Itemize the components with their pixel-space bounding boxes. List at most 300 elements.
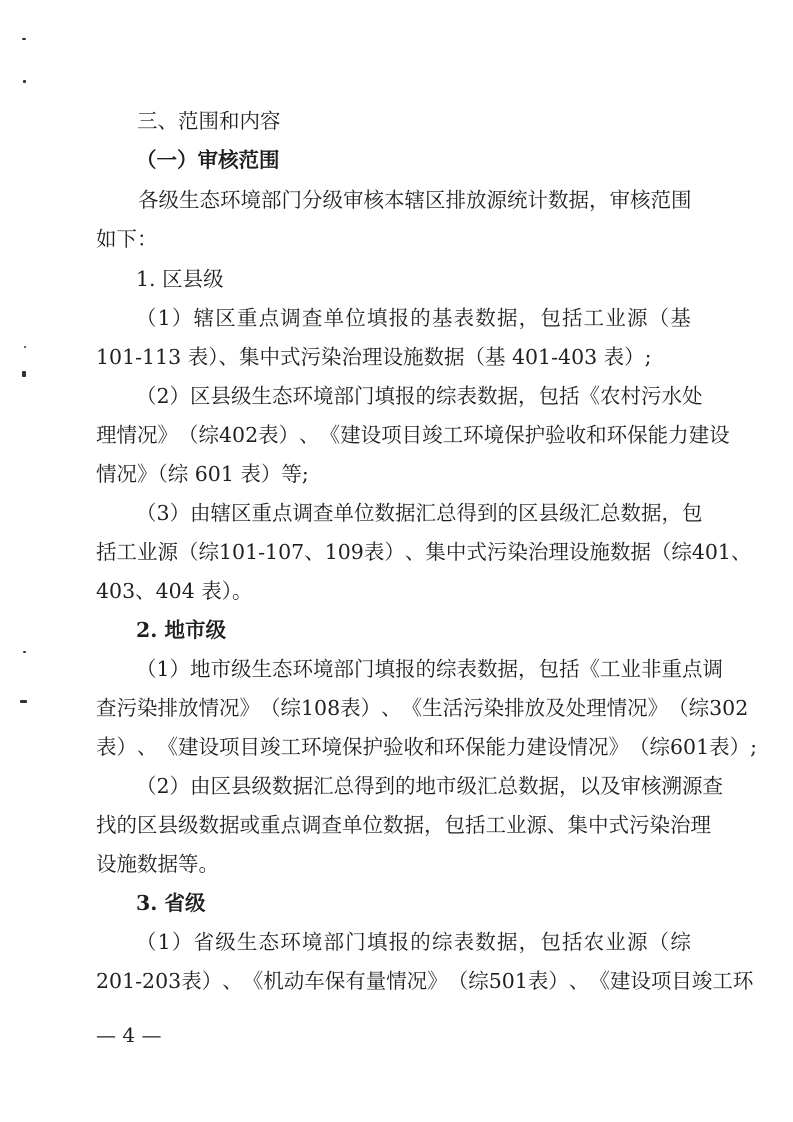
glyph: 区	[210, 774, 232, 798]
glyph: 情	[386, 969, 407, 993]
glyph: 据	[292, 774, 314, 798]
section-heading: 三、范围和内容	[137, 109, 281, 133]
glyph: 数	[477, 657, 498, 681]
glyph: 目	[671, 969, 692, 993]
glyph: 机	[263, 969, 284, 993]
glyph: ，	[661, 501, 683, 525]
glyph: 区	[231, 501, 252, 525]
glyph: 和	[586, 423, 607, 447]
glyph: 汇	[415, 501, 437, 525]
glyph: ）	[548, 969, 569, 993]
glyph: 力	[506, 735, 527, 759]
glyph: 括	[561, 930, 583, 954]
glyph: 放	[524, 696, 546, 720]
glyph: 表	[340, 696, 361, 720]
glyph: 基	[431, 306, 453, 330]
glyph: 部	[323, 930, 345, 954]
glyph: 部	[333, 657, 355, 681]
glyph: 况	[588, 735, 609, 759]
glyph: 表	[453, 306, 475, 330]
glyph: 建	[609, 969, 631, 993]
glyph: 、	[137, 735, 158, 759]
glyph: 重	[236, 306, 258, 330]
glyph: 目	[401, 423, 423, 447]
glyph: 排	[445, 188, 466, 212]
glyph: 级	[178, 813, 199, 837]
glyph: 目	[239, 735, 260, 759]
glyph: 据	[496, 930, 518, 954]
glyph: 点	[280, 813, 301, 837]
glyph: ）	[169, 384, 191, 408]
glyph: 单	[342, 813, 363, 837]
glyph: 处	[565, 696, 587, 720]
glyph: 门	[345, 930, 366, 954]
glyph: 》	[647, 696, 669, 720]
glyph: 审	[620, 774, 642, 798]
glyph: 报	[395, 657, 416, 681]
glyph: 源	[526, 813, 547, 837]
glyph: 综	[431, 930, 453, 954]
glyph: 填	[374, 657, 396, 681]
glyph: 的	[497, 501, 519, 525]
glyph: 到	[477, 501, 498, 525]
glyph: 污	[641, 384, 662, 408]
glyph: 保	[627, 423, 648, 447]
paragraph-line	[96, 732, 758, 762]
glyph: 设	[547, 735, 568, 759]
scan-speck	[20, 700, 27, 703]
glyph: 包	[444, 813, 465, 837]
glyph: 情	[567, 735, 588, 759]
glyph: 省	[193, 930, 215, 954]
glyph: （	[260, 696, 281, 720]
glyph: 数	[374, 501, 396, 525]
scan-speck	[23, 651, 26, 653]
glyph: 本	[384, 188, 405, 212]
glyph: 402	[219, 423, 259, 447]
glyph: 302	[709, 696, 749, 720]
glyph: 点	[272, 501, 293, 525]
glyph: （	[136, 774, 157, 798]
glyph: 分	[302, 188, 323, 212]
paragraph-line: 101-113 表）、集中式污染治理设施数据（基 401-403 表）;	[96, 345, 652, 369]
glyph: 级	[231, 657, 252, 681]
glyph: 据	[568, 188, 589, 212]
glyph: 况	[406, 969, 428, 993]
glyph: 括	[559, 384, 580, 408]
glyph: 量	[365, 969, 387, 993]
glyph: 501	[488, 969, 528, 993]
glyph: 县	[157, 813, 178, 837]
glyph: 201-203	[96, 969, 182, 993]
paragraph-line: 设施数据等。	[96, 852, 219, 876]
glyph: 数	[475, 306, 496, 330]
paragraph-line	[136, 303, 691, 333]
glyph: ，	[518, 930, 540, 954]
glyph: 数	[383, 813, 404, 837]
glyph: 境	[483, 423, 505, 447]
glyph: 核	[641, 774, 662, 798]
glyph: ）	[171, 306, 193, 330]
glyph: 据	[538, 774, 560, 798]
glyph: 级	[215, 930, 236, 954]
glyph: 综	[436, 384, 457, 408]
glyph: 态	[258, 930, 280, 954]
heading-county-level: 1. 区县级	[136, 267, 224, 291]
glyph: 染	[483, 696, 505, 720]
glyph: 情	[198, 696, 219, 720]
glyph: ）	[729, 735, 751, 759]
glyph: 车	[304, 969, 325, 993]
glyph: 查	[301, 306, 323, 330]
glyph: 查	[313, 501, 334, 525]
glyph: 表	[527, 969, 549, 993]
glyph: 建	[688, 423, 710, 447]
glyph: 环	[444, 735, 465, 759]
glyph: 包	[538, 384, 560, 408]
glyph: （	[136, 657, 157, 681]
glyph: 保	[324, 969, 346, 993]
glyph: 数	[475, 930, 496, 954]
glyph: 施	[589, 540, 610, 564]
glyph: 水	[661, 384, 683, 408]
glyph: 汇	[579, 501, 601, 525]
glyph: 中	[588, 813, 609, 837]
glyph: 括	[96, 540, 117, 564]
glyph: 环	[606, 423, 628, 447]
glyph: 境	[301, 930, 323, 954]
paragraph-line	[136, 927, 691, 957]
glyph: 综	[671, 540, 692, 564]
glyph: 况	[137, 423, 158, 447]
glyph: 包	[540, 930, 561, 954]
glyph: 区	[190, 384, 211, 408]
glyph: （	[136, 501, 157, 525]
glyph: 集	[425, 540, 446, 564]
glyph: 业	[620, 657, 642, 681]
glyph: （	[648, 306, 670, 330]
glyph: 数	[477, 384, 498, 408]
glyph: 表	[456, 384, 478, 408]
glyph: 据	[630, 540, 651, 564]
glyph: 态	[199, 188, 220, 212]
glyph: 查	[321, 813, 342, 837]
glyph: ）	[169, 774, 191, 798]
glyph: 工	[116, 540, 137, 564]
glyph: 范	[650, 188, 671, 212]
glyph: ;	[750, 735, 758, 759]
glyph: 辖	[193, 306, 215, 330]
glyph: 的	[410, 306, 431, 330]
glyph: 101-107	[219, 540, 305, 564]
glyph: 109	[324, 540, 364, 564]
glyph: 到	[374, 774, 396, 798]
scan-speck	[22, 38, 26, 40]
glyph: ）	[116, 735, 137, 759]
glyph: 业	[605, 930, 626, 954]
glyph: 区	[215, 306, 236, 330]
glyph: 染	[137, 696, 158, 720]
glyph: 包	[538, 657, 560, 681]
glyph: 总	[600, 501, 621, 525]
glyph: 各	[138, 188, 159, 212]
glyph: 、	[730, 540, 752, 564]
glyph: 区	[425, 188, 446, 212]
glyph: 总	[436, 501, 457, 525]
glyph: 《	[401, 696, 423, 720]
glyph: 市	[210, 657, 232, 681]
glyph: 非	[641, 657, 662, 681]
glyph: 保	[504, 423, 525, 447]
glyph: 生	[236, 930, 258, 954]
glyph: 项	[650, 969, 672, 993]
glyph: 计	[527, 188, 548, 212]
glyph: 汇	[477, 774, 498, 798]
glyph: 重	[661, 657, 683, 681]
paragraph-line	[96, 420, 730, 450]
glyph: 重	[260, 813, 281, 837]
glyph: 、	[222, 969, 243, 993]
glyph: 数	[620, 501, 642, 525]
glyph: 级	[456, 774, 478, 798]
glyph: 报	[388, 930, 410, 954]
glyph: 染	[649, 813, 670, 837]
paragraph-line	[96, 537, 752, 567]
glyph: 县	[231, 774, 252, 798]
glyph: ，	[559, 774, 580, 798]
glyph: 综	[198, 540, 219, 564]
glyph: 《	[579, 384, 601, 408]
glyph: 调	[702, 657, 724, 681]
glyph: 建	[178, 735, 199, 759]
glyph: ，	[518, 306, 540, 330]
glyph: 设	[198, 735, 219, 759]
glyph: 农	[583, 930, 605, 954]
glyph: 的	[395, 774, 416, 798]
heading-city-level: 2. 地市级	[136, 618, 227, 642]
glyph: 收	[565, 423, 587, 447]
glyph: 保	[342, 735, 363, 759]
glyph: 竣	[260, 735, 281, 759]
glyph: 竣	[691, 969, 713, 993]
glyph: 竣	[422, 423, 443, 447]
glyph: 生	[179, 188, 200, 212]
glyph: 位	[345, 306, 366, 330]
glyph: 点	[682, 657, 703, 681]
glyph: 基	[670, 306, 691, 330]
glyph: 治	[670, 813, 691, 837]
glyph: 填	[366, 306, 388, 330]
glyph: 调	[292, 501, 314, 525]
glyph: 《	[319, 423, 341, 447]
glyph: 、	[381, 696, 402, 720]
glyph: 》	[608, 735, 629, 759]
glyph: 级	[158, 188, 179, 212]
glyph: 护	[524, 423, 546, 447]
glyph: 地	[190, 657, 211, 681]
glyph: 、	[568, 969, 590, 993]
glyph: 验	[383, 735, 404, 759]
glyph: （	[178, 423, 199, 447]
glyph: 由	[190, 501, 211, 525]
glyph: 级	[559, 501, 580, 525]
glyph: 据	[497, 384, 519, 408]
heading-province-level: 3. 省级	[136, 891, 206, 915]
glyph: 3	[156, 501, 170, 525]
glyph: 括	[561, 306, 583, 330]
glyph: 业	[137, 540, 158, 564]
glyph: 级	[251, 774, 273, 798]
glyph: 环	[301, 735, 322, 759]
glyph: ）	[278, 423, 300, 447]
glyph: 找	[96, 813, 117, 837]
glyph: 601	[670, 735, 710, 759]
glyph: 有	[345, 969, 366, 993]
glyph: 综	[468, 969, 489, 993]
glyph: 门	[354, 384, 375, 408]
glyph: 设	[630, 969, 651, 993]
glyph: ，	[424, 813, 445, 837]
glyph: 综	[670, 930, 691, 954]
glyph: 填	[374, 384, 396, 408]
glyph: 村	[620, 384, 642, 408]
glyph: 的	[415, 657, 437, 681]
glyph: 表	[181, 969, 202, 993]
glyph: 能	[485, 735, 506, 759]
glyph: 溯	[661, 774, 683, 798]
glyph: 污	[116, 696, 137, 720]
paragraph-line: 情况》（综 601 表）等;	[96, 462, 309, 486]
glyph: ，	[518, 384, 539, 408]
glyph: 和	[424, 735, 445, 759]
glyph: 、	[299, 423, 320, 447]
glyph: 1	[157, 930, 171, 954]
glyph: ）	[171, 930, 193, 954]
glyph: （	[629, 735, 650, 759]
glyph: 单	[333, 501, 355, 525]
paragraph-line	[96, 810, 711, 840]
glyph: 式	[608, 813, 629, 837]
glyph: ）	[169, 657, 191, 681]
glyph: 核	[363, 188, 384, 212]
glyph: 业	[605, 306, 626, 330]
glyph: 境	[321, 735, 342, 759]
glyph: ）	[201, 969, 223, 993]
glyph: ，	[589, 188, 610, 212]
glyph: ）	[169, 501, 191, 525]
glyph: 生	[422, 696, 443, 720]
glyph: 源	[486, 188, 507, 212]
glyph: 《	[589, 969, 610, 993]
page-number: — 4 —	[96, 1023, 162, 1047]
glyph: 建	[340, 423, 361, 447]
glyph: 括	[559, 657, 580, 681]
glyph: 表	[453, 930, 475, 954]
scan-speck	[24, 346, 26, 348]
glyph: 得	[354, 774, 375, 798]
glyph: 1	[156, 657, 170, 681]
glyph: 》	[157, 423, 178, 447]
glyph: 2	[156, 774, 170, 798]
glyph: 门	[354, 657, 375, 681]
glyph: 填	[366, 930, 388, 954]
glyph: 辖	[210, 501, 232, 525]
glyph: 源	[627, 306, 648, 330]
glyph: 力	[668, 423, 689, 447]
glyph: 项	[219, 735, 240, 759]
glyph: 》	[239, 696, 260, 720]
glyph: 设	[360, 423, 382, 447]
glyph: 据	[403, 813, 424, 837]
subheading-audit-scope: （一）审核范围	[136, 148, 280, 172]
glyph: 放	[178, 696, 199, 720]
paragraph-line: 如下：	[96, 227, 158, 251]
glyph: 》	[427, 969, 448, 993]
glyph: 工	[485, 813, 506, 837]
glyph: 辖	[404, 188, 425, 212]
glyph: 查	[702, 774, 724, 798]
glyph: 综	[649, 735, 670, 759]
glyph: 农	[600, 384, 621, 408]
glyph: 源	[627, 930, 648, 954]
glyph: 表	[258, 423, 279, 447]
glyph: 理	[586, 696, 607, 720]
glyph: 态	[272, 657, 293, 681]
glyph: 据	[496, 306, 518, 330]
glyph: 污	[629, 813, 650, 837]
glyph: 据	[219, 813, 240, 837]
glyph: 数	[518, 774, 539, 798]
glyph: 放	[466, 188, 487, 212]
paragraph-line	[136, 654, 724, 684]
glyph: 保	[465, 735, 486, 759]
glyph: （	[447, 969, 469, 993]
glyph: 况	[627, 696, 648, 720]
glyph: 的	[415, 384, 437, 408]
glyph: 工	[600, 657, 621, 681]
glyph: 由	[190, 774, 211, 798]
glyph: 态	[272, 384, 293, 408]
paragraph-line	[138, 185, 691, 215]
glyph: 环	[292, 657, 314, 681]
glyph: 环	[292, 384, 314, 408]
glyph: 排	[157, 696, 178, 720]
glyph: 1	[157, 306, 171, 330]
glyph: 理	[548, 540, 569, 564]
glyph: 工	[583, 306, 605, 330]
paragraph-line	[96, 966, 754, 996]
glyph: 区	[518, 501, 539, 525]
glyph: 市	[436, 774, 457, 798]
glyph: 区	[137, 813, 158, 837]
glyph: 包	[540, 306, 561, 330]
glyph: ）	[384, 540, 405, 564]
glyph: 汇	[313, 774, 334, 798]
glyph: 重	[251, 501, 273, 525]
glyph: 境	[313, 384, 334, 408]
glyph: 集	[567, 813, 588, 837]
glyph: 生	[251, 657, 273, 681]
glyph: 部	[333, 384, 355, 408]
glyph: 包	[682, 501, 703, 525]
glyph: ，	[518, 657, 539, 681]
glyph: （	[668, 696, 689, 720]
glyph: 表	[363, 540, 385, 564]
glyph: 401	[691, 540, 731, 564]
glyph: 境	[240, 188, 261, 212]
glyph: 工	[712, 969, 733, 993]
glyph: 查	[96, 696, 117, 720]
